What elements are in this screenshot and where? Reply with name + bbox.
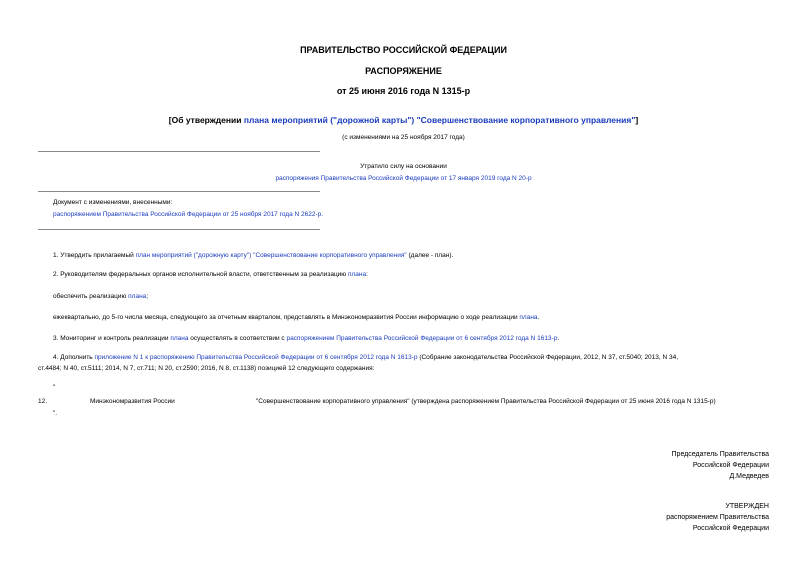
changes-intro: Документ с изменениями, внесенными: [53, 199, 173, 206]
approved-org: Российской Федерации [692, 525, 769, 532]
approved-label: УТВЕРЖДЕН [725, 503, 769, 510]
paragraph-2 [53, 270, 368, 280]
header-org: ПРАВИТЕЛЬСТВО РОССИЙСКОЙ ФЕДЕРАЦИИ [300, 45, 507, 55]
appendix-1-link[interactable]: приложение N 1 к распоряжению Правительства Российской Федерации от 6 сентября 2012 года N 1613-р [94, 354, 418, 361]
plan-link[interactable]: плана [170, 335, 189, 342]
paragraph-2b [53, 313, 539, 323]
changes-link[interactable]: распоряжением Правительства Российской Федерации от 25 ноября 2017 года N 2622-р. [53, 211, 324, 218]
document-title [0, 115, 807, 125]
header-date: от 25 июня 2016 года N 1315-р [336, 86, 471, 96]
table-row-agency: Минэкономразвития России [90, 398, 175, 405]
p2-after: : [366, 271, 368, 278]
divider [38, 229, 320, 230]
paragraph-1 [53, 251, 453, 261]
signature-title: Председатель Правительства [671, 451, 769, 458]
plan-link[interactable]: плана [347, 271, 367, 278]
p4-before: 4. Дополнить [53, 354, 95, 361]
p2a-before: обеспечить реализацию [53, 293, 129, 300]
order-1613-link[interactable]: распоряжением Правительства Российской Федерации от 6 сентября 2012 года N 1613-р [286, 335, 558, 342]
p2a-after: ; [146, 293, 149, 300]
p2b-after: . [537, 314, 540, 321]
invalid-link-line [0, 174, 807, 184]
close-quote: ". [53, 410, 58, 417]
plan-link[interactable]: план мероприятий ("дорожную карту") "Совершенствование корпоративного управления" [135, 252, 407, 259]
p2b-before: ежеквартально, до 5-го числа месяца, следующего за отчетным кварталом, представлять в Минэкономразвития России информацию о ходе реализации [53, 314, 520, 321]
plan-link[interactable]: плана [519, 314, 538, 321]
plan-link[interactable]: плана [128, 293, 147, 300]
amend-note: (с изменениями на 25 ноября 2017 года) [342, 134, 465, 141]
table-row-content: "Совершенствование корпоративного управления" (утверждена распоряжением Правительства Российской Федерации от 25 июня 2016 года N 1315-р) [256, 398, 716, 405]
changes-link-line [53, 210, 323, 220]
signature-name: Д.Медведев [729, 473, 769, 480]
p2-before: 2. Руководителям федеральных органов исполнительной власти, ответственным за реализацию [53, 271, 348, 278]
divider [38, 191, 320, 192]
p3-middle: осуществлять в соответствии с [188, 335, 287, 342]
p3-before: 3. Мониторинг и контроль реализации [53, 335, 171, 342]
paragraph-3 [53, 334, 559, 344]
p1-after: (далее - план). [406, 252, 454, 259]
p4-after: (Собрание законодательства Российской Федерации, 2012, N 37, ст.5040; 2013, N 34, [417, 354, 679, 361]
paragraph-2a [53, 292, 148, 302]
signature-org: Российской Федерации [692, 462, 769, 469]
approved-by: распоряжением Правительства [666, 514, 769, 521]
open-quote: " [53, 384, 56, 391]
invalid-basis-link[interactable]: распоряжения Правительства Российской Федерации от 17 января 2019 года N 20-р [275, 175, 532, 182]
title-prefix: [Об утверждении [168, 115, 244, 125]
p1-before: 1. Утвердить прилагаемый [53, 252, 136, 259]
title-suffix: ] [635, 115, 639, 125]
paragraph-4-line2: ст.4484; N 40, ст.5111; 2014, N 7, ст.711; N 20, ст.2590; 2016, N 8, ст.1138) позицией 12 следующего содержания: [38, 365, 375, 372]
header-doc-type: РАСПОРЯЖЕНИЕ [365, 66, 442, 76]
paragraph-4 [53, 353, 678, 363]
p3-after: . [557, 335, 560, 342]
table-row-number: 12. [38, 398, 48, 405]
divider [38, 151, 320, 152]
title-link[interactable]: плана мероприятий ("дорожной карты") "Совершенствование корпоративного управления" [243, 115, 636, 125]
invalid-note: Утратило силу на основании [360, 163, 447, 170]
